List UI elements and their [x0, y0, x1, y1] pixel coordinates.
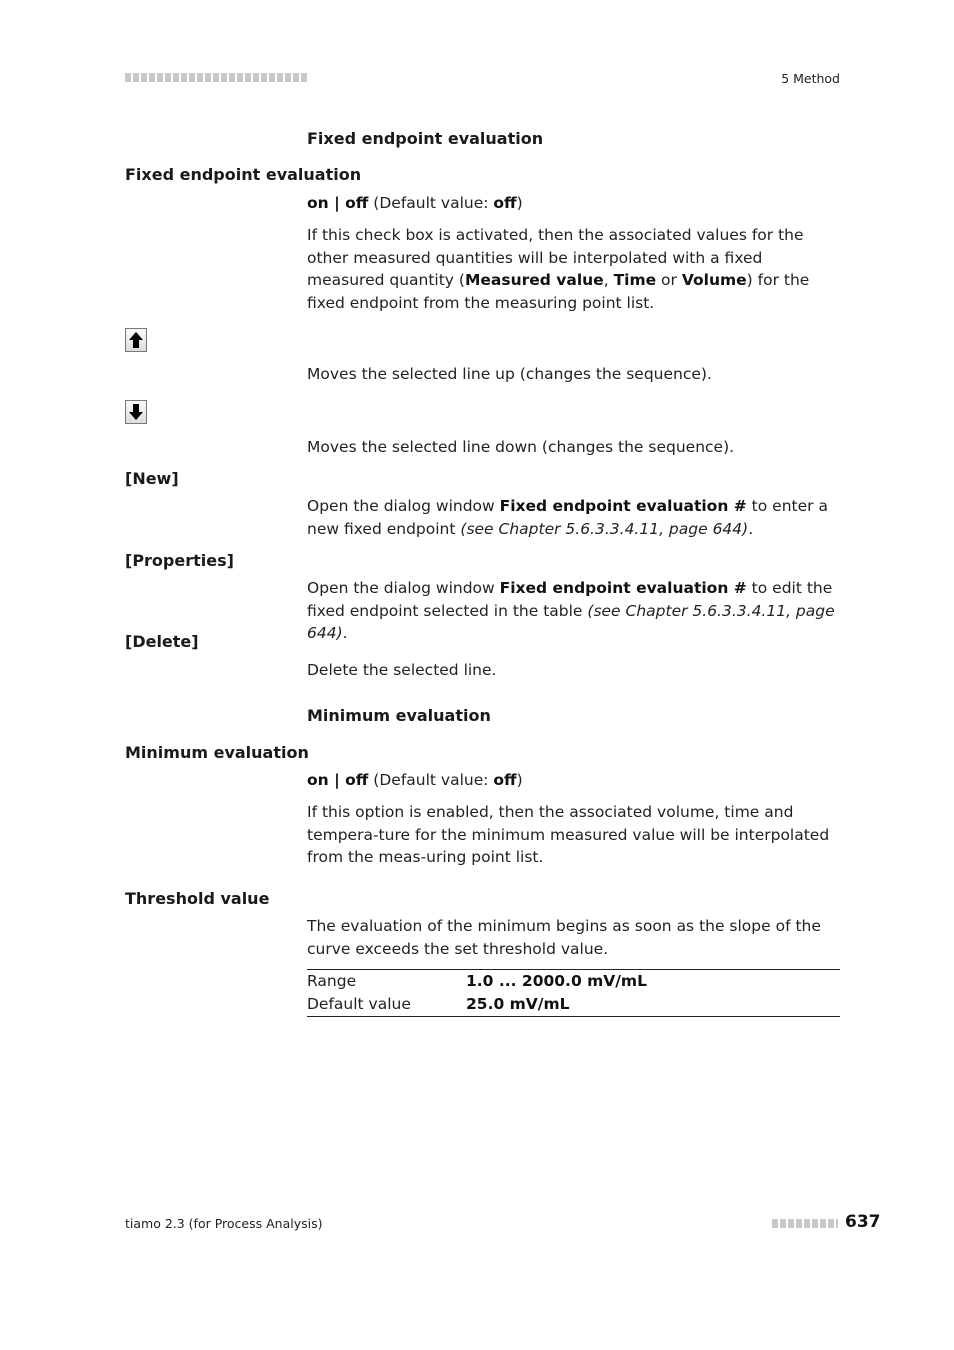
page-number: 637	[845, 1212, 881, 1232]
term-properties: [Properties]	[125, 551, 234, 570]
threshold-description: The evaluation of the minimum begins as soon as the slope of the curve exceeds the set threshold value.	[307, 917, 821, 958]
move-down-description: Moves the selected line down (changes the sequence).	[307, 438, 735, 456]
term-delete: [Delete]	[125, 632, 199, 651]
fixed-endpoint-options: on | off (Default value: off)	[307, 194, 523, 212]
term-minimum-evaluation: Minimum evaluation	[125, 743, 309, 762]
minimum-description: If this option is enabled, then the associated volume, time and tempera-ture for the minimum measured value will be interpolated from the meas-uring point list.	[307, 803, 830, 866]
table-value: 1.0 ... 2000.0 mV/mL	[466, 972, 647, 990]
table-value: 25.0 mV/mL	[466, 995, 570, 1013]
footer-decoration	[772, 1219, 838, 1228]
table-row	[307, 970, 840, 993]
term-threshold-value: Threshold value	[125, 889, 270, 908]
table-label: Range	[307, 972, 357, 990]
minimum-options: on | off (Default value: off)	[307, 771, 523, 789]
move-up-description: Moves the selected line up (changes the sequence).	[307, 365, 712, 383]
new-description: Open the dialog window Fixed endpoint evaluation # to enter a new fixed endpoint (see Chapter 5.6.3.3.4.11, page 644).	[307, 497, 828, 538]
term-new: [New]	[125, 469, 179, 488]
arrow-down-icon	[125, 400, 147, 424]
header-decoration	[125, 73, 307, 82]
header-chapter: 5 Method	[781, 71, 840, 86]
section-title-minimum: Minimum evaluation	[307, 706, 491, 725]
table-row	[307, 993, 840, 1016]
arrow-up-icon	[125, 328, 147, 352]
threshold-table	[307, 969, 840, 1017]
term-fixed-endpoint-evaluation: Fixed endpoint evaluation	[125, 165, 362, 184]
properties-description: Open the dialog window Fixed endpoint evaluation # to edit the fixed endpoint selected in the table (see Chapter 5.6.3.3.4.11, page 644).	[307, 579, 835, 642]
footer-product: tiamo 2.3 (for Process Analysis)	[125, 1216, 323, 1231]
table-label: Default value	[307, 995, 411, 1013]
delete-description: Delete the selected line.	[307, 661, 497, 679]
fixed-endpoint-description: If this check box is activated, then the associated values for the other measured quantities will be interpolated with a fixed measured quantity (Measured value, Time or Volume) for the fixed endpoint from the measuring point list.	[307, 226, 810, 312]
section-title-fixed-endpoint: Fixed endpoint evaluation	[307, 129, 544, 148]
